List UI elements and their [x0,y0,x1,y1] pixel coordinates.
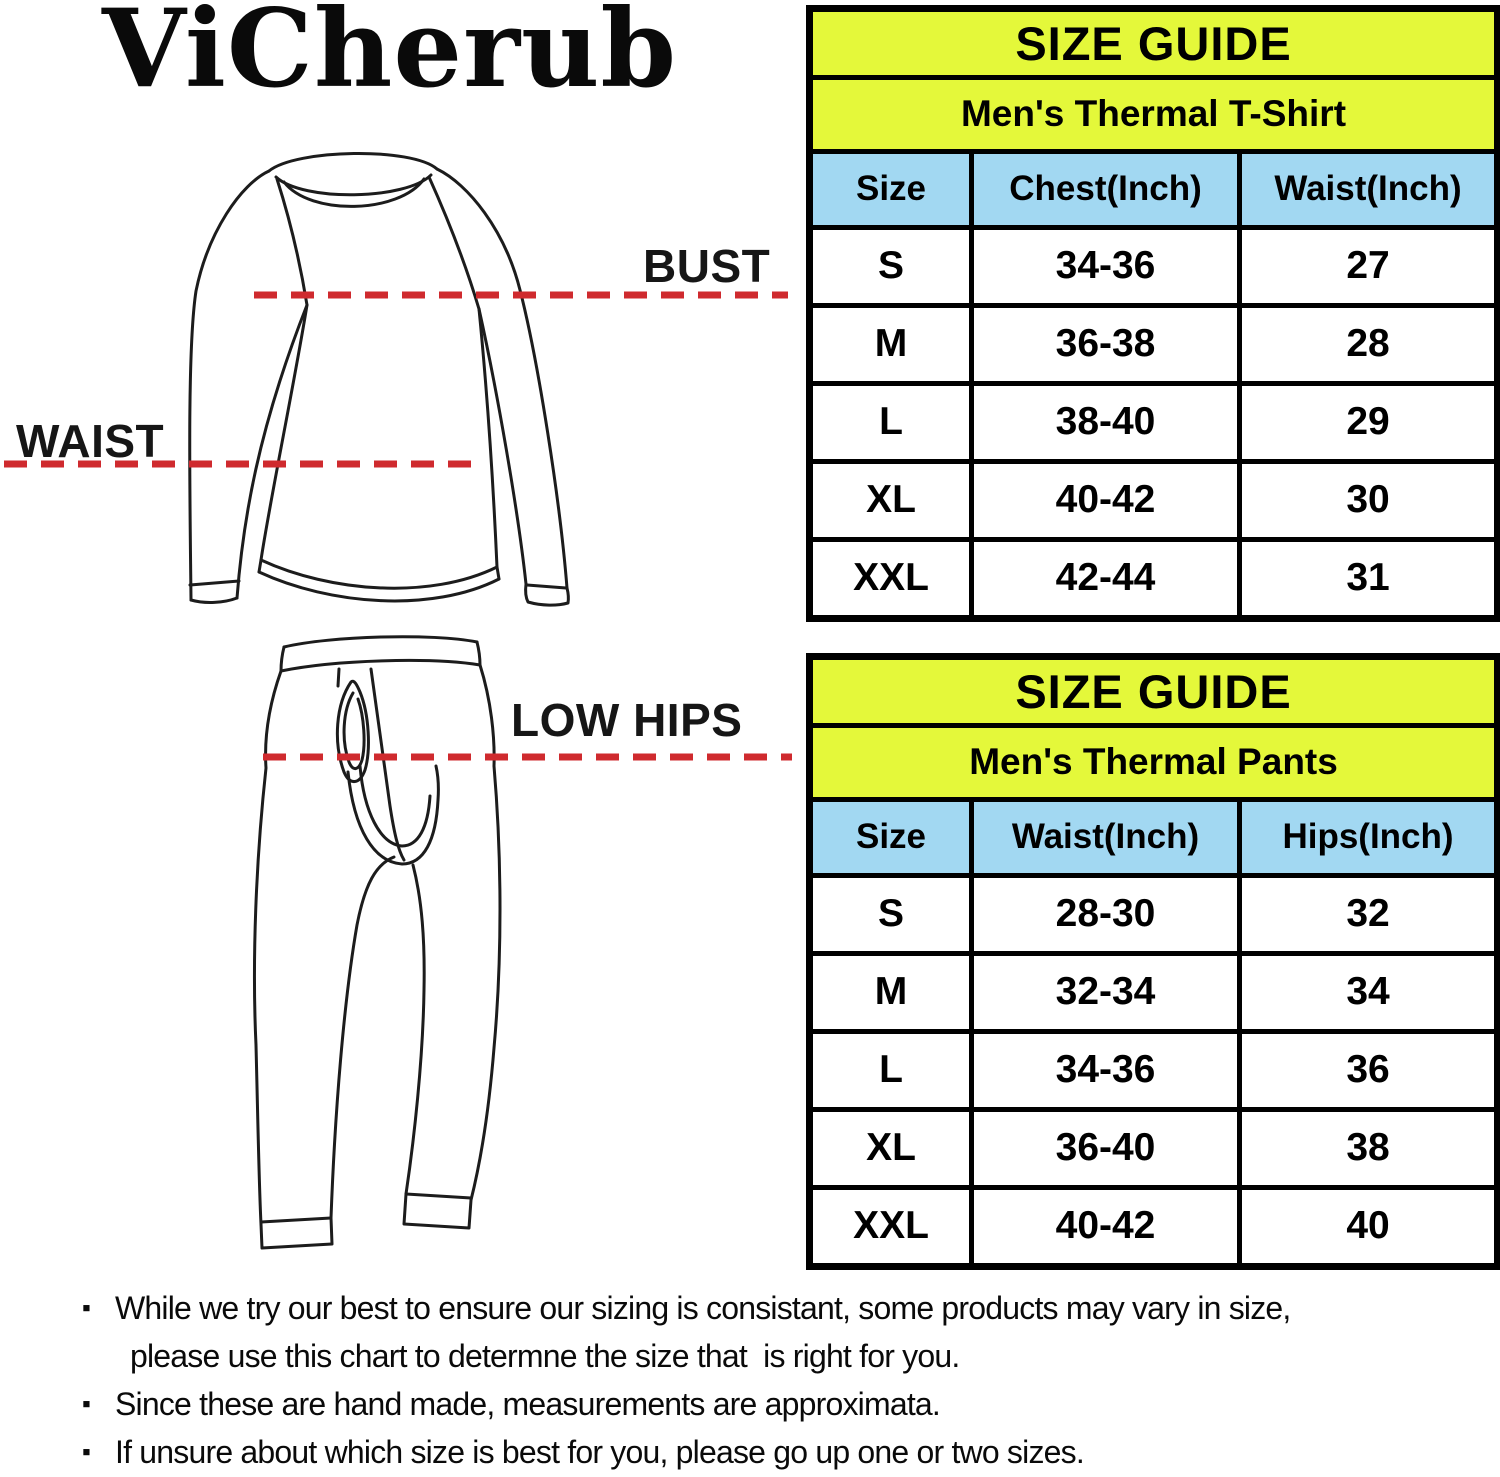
table-row [810,384,1498,462]
table-row [810,1188,1498,1267]
table-row [810,540,1498,619]
table-row [810,1032,1498,1110]
size-cell: XXL [810,540,972,619]
table-row [810,462,1498,540]
note-item [82,1428,1498,1476]
bust-label: BUST [643,240,771,292]
size-cell: XL [810,462,972,540]
waist-cell: 34-36 [972,1032,1240,1110]
waist-cell: 28-30 [972,876,1240,954]
size-cell: L [810,384,972,462]
size-cell: L [810,1032,972,1110]
waist-cell: 30 [1240,462,1498,540]
shirt-drawing [190,153,569,605]
table-title: SIZE GUIDE [810,657,1498,726]
table-subtitle: Men's Thermal Pants [810,726,1498,800]
hips-cell: 36 [1240,1032,1498,1110]
pants-size-table [806,653,1500,1270]
column-header: Size [810,800,972,876]
chest-cell: 36-38 [972,306,1240,384]
waist-cell: 36-40 [972,1110,1240,1188]
column-header: Hips(Inch) [1240,800,1498,876]
brand-logo: ViCherub [102,0,678,112]
bullet-square-icon: ▪ [82,1294,91,1322]
note-text: Since these are hand made, measurements are approximata. [115,1386,941,1422]
waist-cell: 40-42 [972,1188,1240,1267]
chest-cell: 40-42 [972,462,1240,540]
chest-cell: 34-36 [972,228,1240,306]
garment-diagram [0,0,810,1290]
measurement-dash-lines [4,295,792,757]
size-cell: XL [810,1110,972,1188]
waist-cell: 28 [1240,306,1498,384]
hips-cell: 32 [1240,876,1498,954]
bullet-square-icon: ▪ [82,1438,91,1466]
table-row [810,306,1498,384]
note-item [82,1284,1498,1332]
chest-cell: 38-40 [972,384,1240,462]
waist-label: WAIST [16,415,165,467]
column-header: Size [810,152,972,228]
table-subtitle: Men's Thermal T-Shirt [810,78,1498,152]
table-title: SIZE GUIDE [810,9,1498,78]
low-hips-label: LOW HIPS [511,694,743,746]
waist-cell: 32-34 [972,954,1240,1032]
note-item-continued [82,1332,1498,1380]
pants-drawing [254,637,500,1248]
size-cell: M [810,306,972,384]
column-header: Waist(Inch) [972,800,1240,876]
table-row [810,228,1498,306]
note-text: While we try our best to ensure our sizing is consistant, some products may vary in size, [115,1290,1291,1326]
column-header: Chest(Inch) [972,152,1240,228]
hips-cell: 34 [1240,954,1498,1032]
table-row [810,876,1498,954]
size-cell: S [810,228,972,306]
note-item [82,1380,1498,1428]
size-cell: S [810,876,972,954]
size-cell: XXL [810,1188,972,1267]
table-row [810,954,1498,1032]
waist-cell: 29 [1240,384,1498,462]
column-header: Waist(Inch) [1240,152,1498,228]
size-cell: M [810,954,972,1032]
hips-cell: 40 [1240,1188,1498,1267]
table-row [810,1110,1498,1188]
bullet-square-icon: ▪ [82,1390,91,1418]
note-text: please use this chart to determne the size that is right for you. [130,1338,960,1374]
hips-cell: 38 [1240,1110,1498,1188]
shirt-size-table [806,5,1500,622]
waist-cell: 27 [1240,228,1498,306]
waist-cell: 31 [1240,540,1498,619]
chest-cell: 42-44 [972,540,1240,619]
sizing-notes [82,1284,1498,1476]
note-text: If unsure about which size is best for you, please go up one or two sizes. [115,1434,1084,1470]
